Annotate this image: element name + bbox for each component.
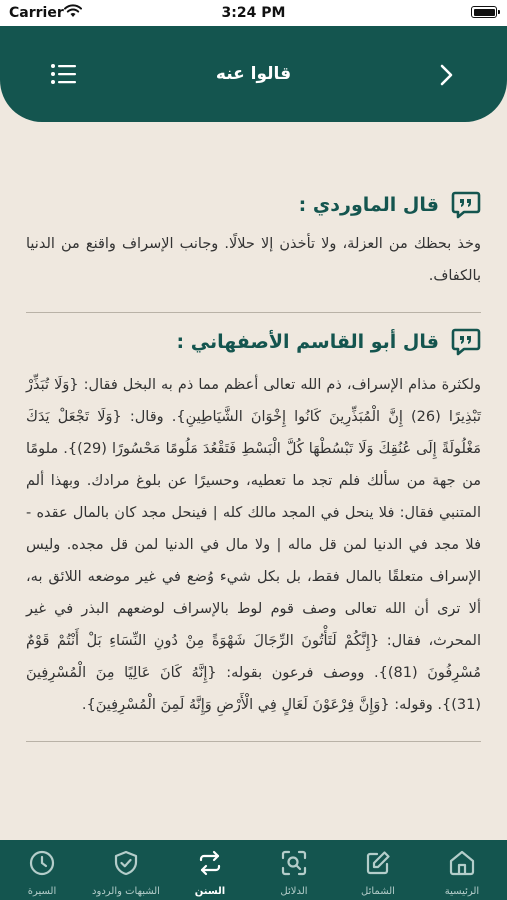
page-title: قالوا عنه <box>215 64 292 84</box>
divider <box>26 312 481 313</box>
quote-header <box>26 190 481 220</box>
tab-shubuhat[interactable] <box>84 840 168 900</box>
repeat-icon <box>196 849 224 877</box>
quote-text: وخذ بحظك من العزلة، ولا تأخذن إلا حلالًا. وجانب الإسراف واقنع من الدنيا بالكفاف. <box>26 236 481 284</box>
tab-label: الدلائل <box>280 886 308 897</box>
scan-search-icon <box>280 849 308 877</box>
quote-title: قال أبو القاسم الأصفهاني : <box>176 331 439 353</box>
quote-text: ولكثرة مذام الإسراف، ذم الله تعالى أعظم مما ذم به البخل فقال: {وَلَا تُبَذِّرْ تَبْذِيرًا (26) إِنَّ الْمُبَذِّرِينَ كَانُوا إِخْوَانَ الشَّيَاطِينِ}. وقال: {وَلَا تَجْعَلْ يَدَكَ مَغْلُولَةً إِلَى عُنُقِكَ وَلَا تَبْسُطْهَا كُلَّ الْبَسْطِ فَتَقْعُدَ مَلُومًا مَحْسُورًا (29)}. ملومًا من جهة من سألك فلم تجد ما تعطيه، وحسيرًا عن بلوغ مرادك. وبهذا ألم المتنبي فقال: فلا ينحل في المجد مالك كله | فينحل مجد كان بالمال عقده - فلا مجد في الدنيا لمن قل ماله | ولا مال في الدنيا لمن قل مجده. وليس الإسراف متعلقًا بالمال فقط، بل بكل شيء وُضع في غير موضعه اللائق به، ألا ترى أن الله تعالى وصف قوم لوط بالإسراف لوضعهم البذر في غير المحرث، فقال: {إِنَّكُمْ لَتَأْتُونَ الرِّجَالَ شَهْوَةً مِنْ دُونِ النِّسَاءِ بَلْ أَنْتُمْ قَوْمٌ مُسْرِفُونَ (81)}. ووصف فرعون بقوله: {إِنَّهُ كَانَ عَالِيًا مِنَ الْمُسْرِفِينَ (31)}. وقوله: {وَإِنَّ فِرْعَوْنَ لَعَالٍ فِي الْأَرْضِ وَإِنَّهُ لَمِنَ الْمُسْرِفِينَ}. <box>26 377 482 713</box>
tab-sunan[interactable] <box>168 840 252 900</box>
quote-title: قال الماوردي : <box>298 194 439 216</box>
quote-bubble-icon <box>451 327 481 357</box>
status-bar <box>0 0 507 26</box>
tab-home[interactable] <box>420 840 504 900</box>
clock-time: 3:24 PM <box>221 5 286 21</box>
tab-label: السيرة <box>27 886 57 897</box>
home-icon <box>448 849 476 877</box>
carrier-label: Carrier <box>9 5 64 21</box>
tab-label: السنن <box>194 886 226 897</box>
tab-seerah[interactable] <box>0 840 84 900</box>
tab-label: الشمائل <box>361 886 395 897</box>
content-area[interactable] <box>0 150 507 840</box>
tab-label: الرئيسية <box>444 886 480 897</box>
tab-shamail[interactable] <box>336 840 420 900</box>
tab-bar <box>0 840 507 900</box>
divider <box>26 741 481 742</box>
edit-icon <box>364 849 392 877</box>
app-header <box>0 26 507 122</box>
shield-check-icon <box>112 849 140 877</box>
tab-dalail[interactable] <box>252 840 336 900</box>
battery-icon <box>471 6 497 18</box>
quote-header <box>26 327 481 357</box>
chevron-right-icon[interactable] <box>439 64 455 86</box>
quote-section <box>0 327 507 721</box>
quote-bubble-icon <box>451 190 481 220</box>
clock-icon <box>28 849 56 877</box>
tab-label: الشبهات والردود <box>92 886 160 897</box>
quote-section <box>0 190 507 292</box>
